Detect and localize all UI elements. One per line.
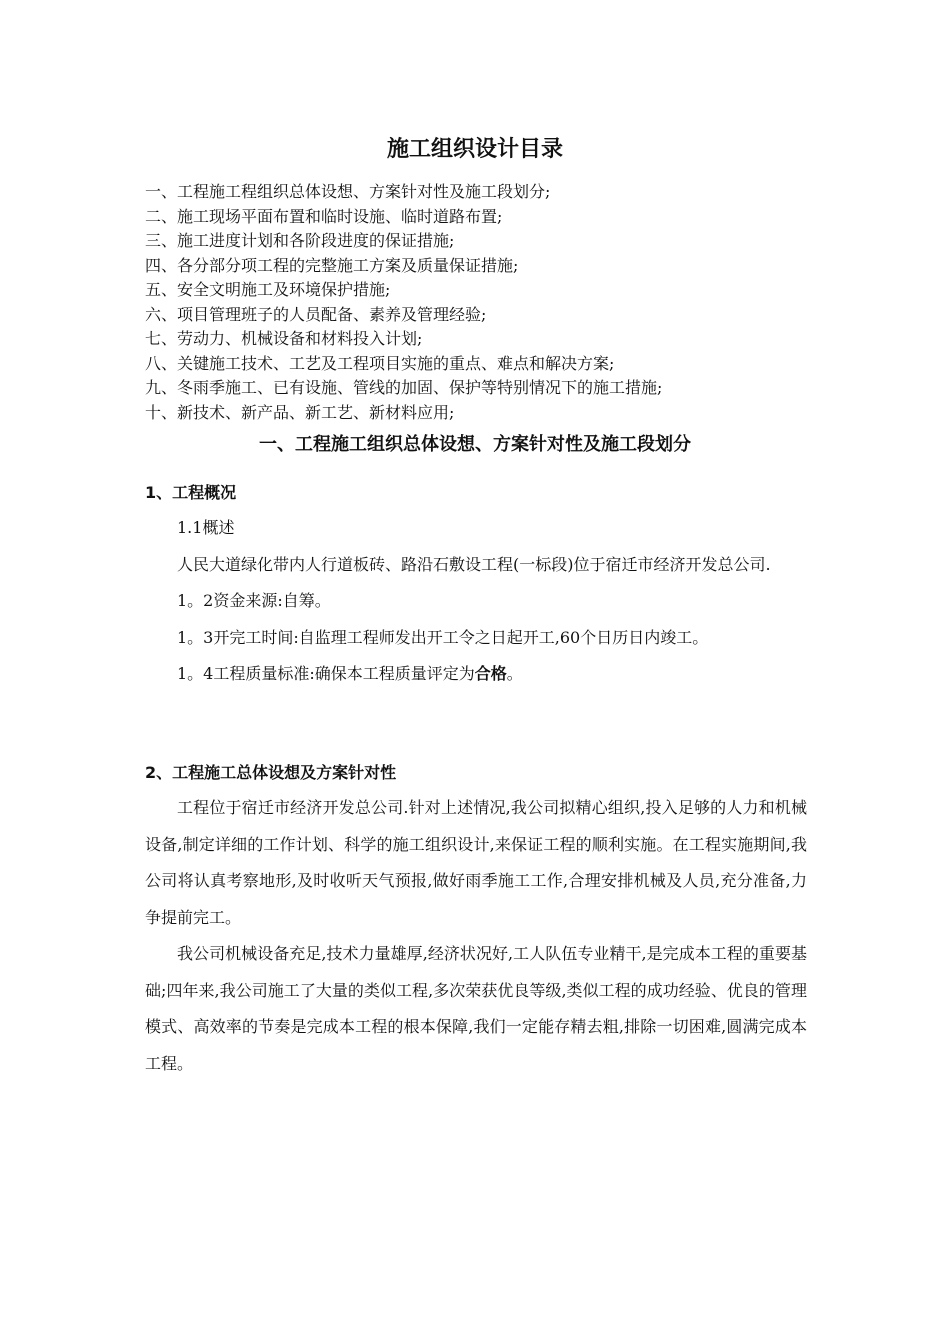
toc-item: 三、施工进度计划和各阶段进度的保证措施; xyxy=(145,231,455,250)
toc-item: 一、工程施工程组织总体设想、方案针对性及施工段划分; xyxy=(145,182,551,201)
paragraph-quality xyxy=(145,656,807,693)
subsection-overview xyxy=(145,476,807,693)
paragraph: 1。3开完工时间:自监理工程师发出开工令之日起开工,60个日历日内竣工。 xyxy=(177,627,709,647)
table-of-contents xyxy=(145,180,825,425)
subsection-approach xyxy=(145,756,807,1082)
paragraph: 工程位于宿迁市经济开发总公司.针对上述情况,我公司拟精心组织,投入足够的人力和机械设备,制定详细的工作计划、科学的施工组织设计,来保证工程的顺利实施。在工程实施期间,我公司将认真考察地形,及时收听天气预报,做好雨季施工工作,合理安排机械及人员,充分准备,力争提前完工。 xyxy=(145,798,807,927)
paragraph-text: 1。4工程质量标准:确保本工程质量评定为 xyxy=(177,664,475,683)
subsection-heading: 2、工程施工总体设想及方案针对性 xyxy=(145,763,397,782)
subsection-heading: 1、工程概况 xyxy=(145,483,237,502)
toc-item: 四、各分部分项工程的完整施工方案及质量保证措施; xyxy=(145,255,519,275)
toc-item: 二、施工现场平面布置和临时设施、临时道路布置; xyxy=(145,206,503,226)
section-title: 一、工程施工组织总体设想、方案针对性及施工段划分 xyxy=(259,434,691,455)
emphasis-text: 合格 xyxy=(474,664,507,683)
toc-item: 九、冬雨季施工、已有设施、管线的加固、保护等特别情况下的施工措施; xyxy=(145,378,663,397)
toc-item: 七、劳动力、机械设备和材料投入计划; xyxy=(145,329,423,348)
toc-item: 六、项目管理班子的人员配备、素养及管理经验; xyxy=(145,304,487,324)
paragraph: 我公司机械设备充足,技术力量雄厚,经济状况好,工人队伍专业精干,是完成本工程的重要基础;四年来,我公司施工了大量的类似工程,多次荣获优良等级,类似工程的成功经验、优良的管理模式、高效率的节奏是完成本工程的根本保障,我们一定能存精去粗,排除一切困难,圆满完成本工程。 xyxy=(145,944,807,1073)
paragraph-text: 。 xyxy=(506,664,523,683)
paragraph: 1.1概述 xyxy=(177,518,235,537)
toc-item: 八、关键施工技术、工艺及工程项目实施的重点、难点和解决方案; xyxy=(145,353,615,373)
paragraph: 1。2资金来源:自筹。 xyxy=(177,591,331,610)
toc-item: 五、安全文明施工及环境保护措施; xyxy=(145,280,391,299)
document-title: 施工组织设计目录 xyxy=(386,137,563,162)
paragraph: 人民大道绿化带内人行道板砖、路沿石敷设工程(一标段)位于宿迁市经济开发总公司. xyxy=(177,554,771,574)
toc-item: 十、新技术、新产品、新工艺、新材料应用; xyxy=(145,402,455,422)
